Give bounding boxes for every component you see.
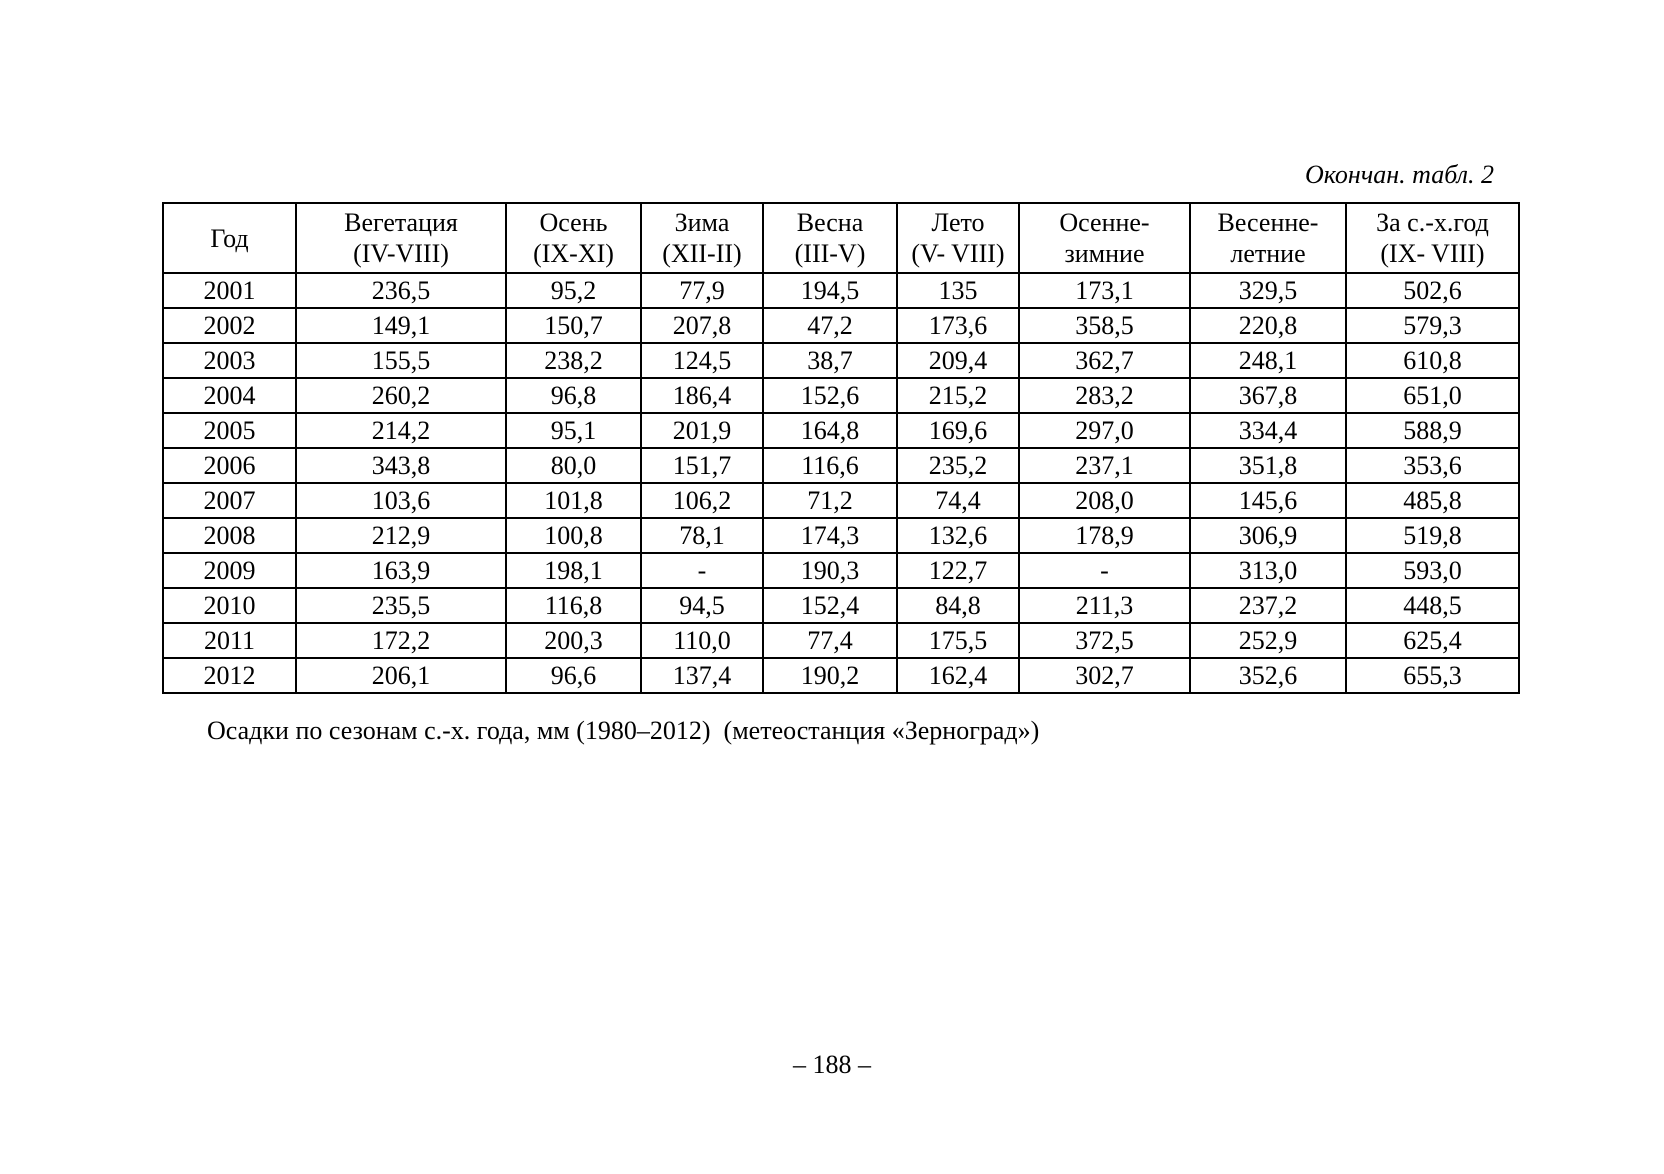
table-cell: 155,5 bbox=[296, 343, 506, 378]
table-continuation-label: Окончан. табл. 2 bbox=[1304, 160, 1494, 189]
header-winter: Зима (XII-II) bbox=[641, 203, 763, 273]
table-cell: 214,2 bbox=[296, 413, 506, 448]
page-number: – 188 – bbox=[793, 1050, 871, 1079]
table-cell: 351,8 bbox=[1190, 448, 1346, 483]
table-cell: 353,6 bbox=[1346, 448, 1519, 483]
table-cell: 77,4 bbox=[763, 623, 897, 658]
table-cell: 94,5 bbox=[641, 588, 763, 623]
table-cell: 207,8 bbox=[641, 308, 763, 343]
year-cell: 2001 bbox=[163, 273, 296, 308]
table-cell: 579,3 bbox=[1346, 308, 1519, 343]
precipitation-table bbox=[162, 202, 1520, 694]
table-cell: 106,2 bbox=[641, 483, 763, 518]
table-cell: 252,9 bbox=[1190, 623, 1346, 658]
table-cell: 362,7 bbox=[1019, 343, 1190, 378]
table-row bbox=[163, 273, 1519, 308]
table-caption: Осадки по сезонам с.-х. года, мм (1980–2012) (метеостанция «Зерноград») bbox=[207, 716, 1040, 745]
table-cell: 209,4 bbox=[897, 343, 1019, 378]
table-cell: 96,8 bbox=[506, 378, 641, 413]
table-row bbox=[163, 413, 1519, 448]
table-cell: 625,4 bbox=[1346, 623, 1519, 658]
table-row bbox=[163, 483, 1519, 518]
table-cell: 313,0 bbox=[1190, 553, 1346, 588]
table-cell: 47,2 bbox=[763, 308, 897, 343]
table-cell: 329,5 bbox=[1190, 273, 1346, 308]
table-cell: 150,7 bbox=[506, 308, 641, 343]
table-cell: 334,4 bbox=[1190, 413, 1346, 448]
table-cell: 235,5 bbox=[296, 588, 506, 623]
table-cell: 100,8 bbox=[506, 518, 641, 553]
year-cell: 2010 bbox=[163, 588, 296, 623]
table-header-row bbox=[163, 203, 1519, 273]
table-cell: 101,8 bbox=[506, 483, 641, 518]
table-cell: 124,5 bbox=[641, 343, 763, 378]
table-cell: 135 bbox=[897, 273, 1019, 308]
table-cell: 248,1 bbox=[1190, 343, 1346, 378]
table-cell: 200,3 bbox=[506, 623, 641, 658]
header-autumn-winter: Осенне- зимние bbox=[1019, 203, 1190, 273]
year-cell: 2007 bbox=[163, 483, 296, 518]
table-cell: 235,2 bbox=[897, 448, 1019, 483]
table-cell: 116,8 bbox=[506, 588, 641, 623]
table-cell: 173,1 bbox=[1019, 273, 1190, 308]
table-cell: 237,1 bbox=[1019, 448, 1190, 483]
table-cell: 116,6 bbox=[763, 448, 897, 483]
table-cell: 122,7 bbox=[897, 553, 1019, 588]
table-cell: 220,8 bbox=[1190, 308, 1346, 343]
table-cell: 110,0 bbox=[641, 623, 763, 658]
header-summer: Лето (V- VIII) bbox=[897, 203, 1019, 273]
table-cell: 372,5 bbox=[1019, 623, 1190, 658]
table-cell: 162,4 bbox=[897, 658, 1019, 693]
table-cell: 173,6 bbox=[897, 308, 1019, 343]
table-cell: 149,1 bbox=[296, 308, 506, 343]
table-cell: 77,9 bbox=[641, 273, 763, 308]
table-cell: 95,2 bbox=[506, 273, 641, 308]
table-cell: 260,2 bbox=[296, 378, 506, 413]
table-cell: 448,5 bbox=[1346, 588, 1519, 623]
table-cell: 519,8 bbox=[1346, 518, 1519, 553]
table-cell: 84,8 bbox=[897, 588, 1019, 623]
table-cell: 103,6 bbox=[296, 483, 506, 518]
table-cell: 306,9 bbox=[1190, 518, 1346, 553]
table-cell: 343,8 bbox=[296, 448, 506, 483]
table-cell: 186,4 bbox=[641, 378, 763, 413]
table-cell: 610,8 bbox=[1346, 343, 1519, 378]
year-cell: 2005 bbox=[163, 413, 296, 448]
year-cell: 2002 bbox=[163, 308, 296, 343]
table-row bbox=[163, 623, 1519, 658]
table-row bbox=[163, 343, 1519, 378]
year-cell: 2011 bbox=[163, 623, 296, 658]
table-cell: 152,6 bbox=[763, 378, 897, 413]
table-row bbox=[163, 588, 1519, 623]
table-cell: 152,4 bbox=[763, 588, 897, 623]
table-cell: 132,6 bbox=[897, 518, 1019, 553]
table-cell: 172,2 bbox=[296, 623, 506, 658]
header-autumn: Осень (IX-XI) bbox=[506, 203, 641, 273]
table-cell: 190,3 bbox=[763, 553, 897, 588]
table-cell: 502,6 bbox=[1346, 273, 1519, 308]
table-cell: 38,7 bbox=[763, 343, 897, 378]
table-cell: 302,7 bbox=[1019, 658, 1190, 693]
table-cell: 194,5 bbox=[763, 273, 897, 308]
year-cell: 2004 bbox=[163, 378, 296, 413]
table-cell: 201,9 bbox=[641, 413, 763, 448]
table-cell: 208,0 bbox=[1019, 483, 1190, 518]
header-spring-summer: Весенне- летние bbox=[1190, 203, 1346, 273]
header-vegetation: Вегетация (IV-VIII) bbox=[296, 203, 506, 273]
table-cell: 212,9 bbox=[296, 518, 506, 553]
table-row bbox=[163, 518, 1519, 553]
header-spring: Весна (III-V) bbox=[763, 203, 897, 273]
table-cell: 651,0 bbox=[1346, 378, 1519, 413]
table-cell: 283,2 bbox=[1019, 378, 1190, 413]
table-cell: 175,5 bbox=[897, 623, 1019, 658]
table-cell: 74,4 bbox=[897, 483, 1019, 518]
table-cell: 164,8 bbox=[763, 413, 897, 448]
table-row bbox=[163, 378, 1519, 413]
table-cell: 655,3 bbox=[1346, 658, 1519, 693]
year-cell: 2006 bbox=[163, 448, 296, 483]
table-cell: 169,6 bbox=[897, 413, 1019, 448]
table-cell: 190,2 bbox=[763, 658, 897, 693]
table-row bbox=[163, 448, 1519, 483]
table-cell: 485,8 bbox=[1346, 483, 1519, 518]
table-cell: 145,6 bbox=[1190, 483, 1346, 518]
table-cell: 96,6 bbox=[506, 658, 641, 693]
year-cell: 2003 bbox=[163, 343, 296, 378]
table-cell: 593,0 bbox=[1346, 553, 1519, 588]
table-cell: 71,2 bbox=[763, 483, 897, 518]
table-body bbox=[163, 273, 1519, 693]
table-cell: 95,1 bbox=[506, 413, 641, 448]
table-cell: 151,7 bbox=[641, 448, 763, 483]
table-cell: 178,9 bbox=[1019, 518, 1190, 553]
table-cell: - bbox=[1019, 553, 1190, 588]
table-cell: 80,0 bbox=[506, 448, 641, 483]
year-cell: 2008 bbox=[163, 518, 296, 553]
table-cell: 211,3 bbox=[1019, 588, 1190, 623]
table-row bbox=[163, 658, 1519, 693]
header-year: Год bbox=[163, 203, 296, 273]
year-cell: 2009 bbox=[163, 553, 296, 588]
table-cell: 238,2 bbox=[506, 343, 641, 378]
table-row bbox=[163, 308, 1519, 343]
table-row bbox=[163, 553, 1519, 588]
table-cell: 137,4 bbox=[641, 658, 763, 693]
table-cell: 297,0 bbox=[1019, 413, 1190, 448]
table-cell: 236,5 bbox=[296, 273, 506, 308]
table-cell: 163,9 bbox=[296, 553, 506, 588]
table-cell: 78,1 bbox=[641, 518, 763, 553]
table-cell: 198,1 bbox=[506, 553, 641, 588]
table-cell: - bbox=[641, 553, 763, 588]
year-cell: 2012 bbox=[163, 658, 296, 693]
table-cell: 174,3 bbox=[763, 518, 897, 553]
table-cell: 237,2 bbox=[1190, 588, 1346, 623]
table-cell: 206,1 bbox=[296, 658, 506, 693]
header-agricultural-year: За с.-х.год (IX- VIII) bbox=[1346, 203, 1519, 273]
table-cell: 588,9 bbox=[1346, 413, 1519, 448]
table-cell: 215,2 bbox=[897, 378, 1019, 413]
table-cell: 358,5 bbox=[1019, 308, 1190, 343]
table-cell: 352,6 bbox=[1190, 658, 1346, 693]
table-cell: 367,8 bbox=[1190, 378, 1346, 413]
